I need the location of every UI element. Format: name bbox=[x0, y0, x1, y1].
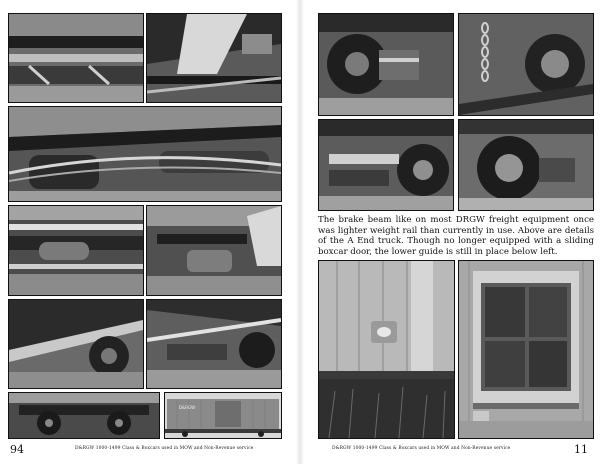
photo-boxcar-window bbox=[458, 260, 594, 439]
photo-boxcar-side bbox=[164, 392, 282, 439]
photo-door-guide-bracket bbox=[318, 260, 455, 439]
photo-underframe-beam bbox=[8, 13, 144, 103]
photo-wheel-journal bbox=[458, 119, 594, 211]
right-footer: D&RGW 1000-1499 Class & Boxcars used in MOW and Non-Revenue service bbox=[332, 446, 511, 451]
photo-a-end-truck-chain bbox=[458, 13, 594, 116]
boxcar-lettering: D&RGW bbox=[179, 405, 196, 410]
photo-underframe-piping bbox=[8, 205, 144, 296]
photo-air-reservoir-wide bbox=[8, 106, 282, 202]
photo-brake-cylinder bbox=[146, 205, 282, 296]
page-gutter bbox=[296, 0, 304, 464]
photo-truck-side-angle bbox=[146, 299, 282, 389]
photo-brake-rigging-angle bbox=[146, 13, 282, 103]
right-page-number: 11 bbox=[574, 443, 588, 456]
photo-caption: The brake beam like on most DRGW freight equipment once was lighter weight rail than currently in use. Above are details of the A End truck. Though no longer equipped with a sliding boxcar door, the lower guide is still in place below left. bbox=[318, 215, 594, 257]
photo-brake-beam-truck bbox=[318, 119, 454, 211]
photo-truck-wheelset bbox=[8, 392, 160, 439]
left-footer: D&RGW 1000-1499 Class & Boxcars used in MOW and Non-Revenue service bbox=[75, 446, 254, 451]
photo-a-end-truck-left bbox=[318, 13, 454, 116]
left-page-number: 94 bbox=[10, 443, 24, 456]
photo-truck-diagonal bbox=[8, 299, 144, 389]
